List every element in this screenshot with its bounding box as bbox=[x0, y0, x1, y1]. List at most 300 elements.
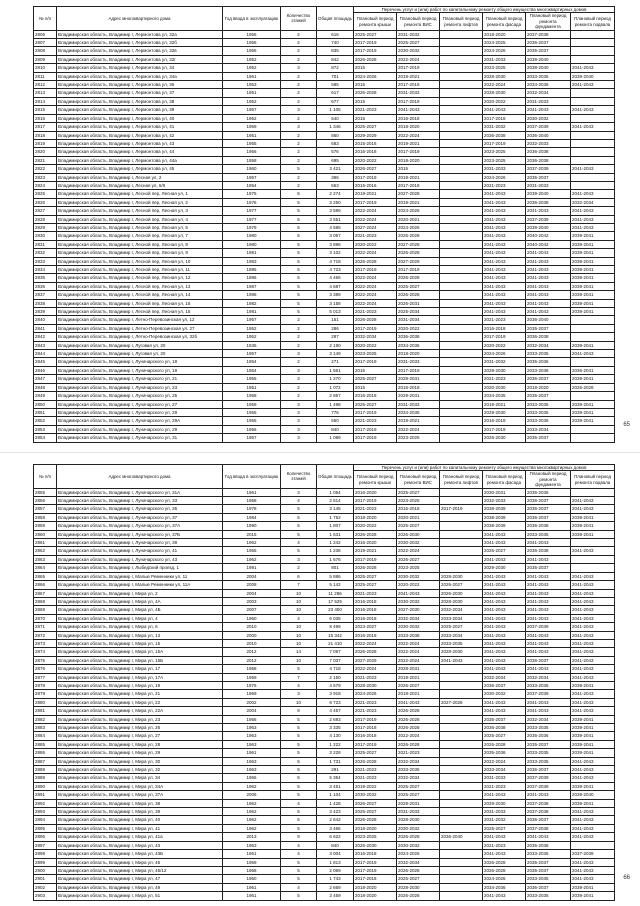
cell-address: Владимирская область, Владимир г, Луначарского ул, 35 bbox=[57, 505, 223, 513]
cell-lifts bbox=[440, 350, 483, 358]
cell-no: 2850 bbox=[34, 400, 57, 408]
cell-basement: 2037-2039 bbox=[571, 850, 615, 858]
cell-foundation: 2037-2039 bbox=[526, 165, 571, 173]
cell-lifts bbox=[440, 539, 483, 547]
cell-floors: 5 bbox=[281, 665, 317, 673]
table-row bbox=[34, 892, 615, 900]
cell-roof: 2020-2022 bbox=[354, 240, 397, 248]
cell-address: Владимирская область, Владимир г, Мира ул, 17А bbox=[57, 673, 223, 681]
table-row bbox=[34, 316, 615, 324]
cell-area: 4 718 bbox=[317, 257, 354, 265]
cell-facade: 2025-2027 bbox=[483, 547, 526, 555]
cell-lifts bbox=[440, 55, 483, 63]
cell-vis: 2027-2028 bbox=[397, 240, 440, 248]
cell-lifts bbox=[440, 530, 483, 538]
cell-floors: 5 bbox=[281, 257, 317, 265]
cell-foundation: 2039-2040 bbox=[526, 55, 571, 63]
cell-no: 2886 bbox=[34, 749, 57, 757]
cell-floors: 2 bbox=[281, 564, 317, 572]
cell-year: 1985 bbox=[223, 266, 281, 274]
table-row bbox=[34, 64, 615, 72]
cell-year: 1961 bbox=[223, 488, 281, 496]
cell-roof: 2020-2022 bbox=[354, 341, 397, 349]
table-row bbox=[34, 366, 615, 374]
cell-no: 2816 bbox=[34, 114, 57, 122]
cell-foundation: 2041-2043 bbox=[526, 791, 571, 799]
cell-no: 2849 bbox=[34, 392, 57, 400]
cell-foundation: 2041-2043 bbox=[526, 698, 571, 706]
col-header-area: Общая площадь bbox=[317, 7, 354, 31]
cell-year: 2008 bbox=[223, 581, 281, 589]
cell-floors: 5 bbox=[281, 774, 317, 782]
cell-vis: 2026-2027 bbox=[397, 555, 440, 563]
cell-roof: 2021-2023 bbox=[354, 417, 397, 425]
cell-area: 1 752 bbox=[317, 513, 354, 521]
cell-lifts bbox=[440, 799, 483, 807]
cell-area: 1 089 bbox=[317, 434, 354, 442]
cell-lifts bbox=[440, 282, 483, 290]
cell-lifts bbox=[440, 547, 483, 555]
cell-area: 840 bbox=[317, 841, 354, 849]
cell-year: 1956 bbox=[223, 148, 281, 156]
cell-year: 2003 bbox=[223, 597, 281, 605]
cell-basement bbox=[571, 139, 615, 147]
cell-no: 2811 bbox=[34, 72, 57, 80]
cell-facade: 2035-2037 bbox=[483, 715, 526, 723]
cell-foundation: 2037-2039 bbox=[526, 782, 571, 790]
cell-floors: 5 bbox=[281, 547, 317, 555]
cell-year: 1962 bbox=[223, 782, 281, 790]
cell-lifts bbox=[440, 724, 483, 732]
cell-address: Владимирская область, Владимир г, Лесной пер, Лесная ул, 4 bbox=[57, 215, 223, 223]
cell-foundation: 2037-2038 bbox=[526, 808, 571, 816]
cell-no: 2864 bbox=[34, 564, 57, 572]
cell-foundation: 2035-2036 bbox=[526, 732, 571, 740]
cell-lifts bbox=[440, 316, 483, 324]
cell-address: Владимирская область, Владимир г, Мира ул, 6 bbox=[57, 623, 223, 631]
cell-area: 2 642 bbox=[317, 816, 354, 824]
cell-vis: 2026-2028 bbox=[397, 724, 440, 732]
table-row bbox=[34, 564, 615, 572]
cell-foundation: 2041-2043 bbox=[526, 606, 571, 614]
cell-area: 4 457 bbox=[317, 707, 354, 715]
cell-foundation: 2036-2038 bbox=[526, 522, 571, 530]
cell-foundation: 2041-2043 bbox=[526, 648, 571, 656]
cell-vis: 2036-2038 bbox=[397, 333, 440, 341]
cell-foundation: 2036-2037 bbox=[526, 816, 571, 824]
cell-basement bbox=[571, 47, 615, 55]
cell-area: 4 579 bbox=[317, 681, 354, 689]
cell-vis: 2019-2021 bbox=[397, 673, 440, 681]
cell-address: Владимирская область, Владимир г, Мира ул, 2 bbox=[57, 589, 223, 597]
cell-no: 2807 bbox=[34, 39, 57, 47]
cell-no: 2888 bbox=[34, 766, 57, 774]
cell-vis: 2025-2027 bbox=[397, 39, 440, 47]
cell-year: 1955 bbox=[223, 408, 281, 416]
table-row bbox=[34, 833, 615, 841]
cell-roof: 2025-2027 bbox=[354, 581, 397, 589]
cell-address: Владимирская область, Владимир г, Мира ул, 22А bbox=[57, 707, 223, 715]
cell-floors: 3 bbox=[281, 690, 317, 698]
cell-floors: 2 bbox=[281, 333, 317, 341]
cell-floors: 2 bbox=[281, 139, 317, 147]
cell-lifts bbox=[440, 308, 483, 316]
cell-floors: 4 bbox=[281, 539, 317, 547]
cell-facade: 2041-2043 bbox=[483, 606, 526, 614]
table-row bbox=[34, 572, 615, 580]
table-row bbox=[34, 749, 615, 757]
cell-facade: 2041-2043 bbox=[483, 207, 526, 215]
cell-roof: 2028-2030 bbox=[354, 681, 397, 689]
cell-year: 1968 bbox=[223, 866, 281, 874]
cell-no: 2879 bbox=[34, 690, 57, 698]
cell-address: Владимирская область, Владимир г, Лермонтова ул, 32г bbox=[57, 55, 223, 63]
cell-roof: 2017-2018 bbox=[354, 724, 397, 732]
cell-vis: 2026-2028 bbox=[397, 291, 440, 299]
cell-floors: 4 bbox=[281, 681, 317, 689]
cell-area: 3 158 bbox=[317, 299, 354, 307]
cell-area: 5 013 bbox=[317, 308, 354, 316]
cell-address: Владимирская область, Владимир г, Мира ул, 4 bbox=[57, 614, 223, 622]
cell-no: 2812 bbox=[34, 81, 57, 89]
col-header-address: Адрес многоквартирного дома bbox=[57, 465, 223, 489]
cell-no: 2809 bbox=[34, 55, 57, 63]
cell-basement: 2041-2043 bbox=[571, 766, 615, 774]
col-header-area: Общая площадь bbox=[317, 465, 354, 489]
cell-address: Владимирская область, Владимир г, Лесной пер, Лесная ул, 1 bbox=[57, 190, 223, 198]
cell-vis: 2025-2027 bbox=[397, 522, 440, 530]
cell-vis: 2025-2027 bbox=[397, 282, 440, 290]
cell-roof: 2021-2023 bbox=[354, 766, 397, 774]
cell-address: Владимирская область, Владимир г, Лермонтова ул, 45 bbox=[57, 165, 223, 173]
cell-no: 2873 bbox=[34, 639, 57, 647]
cell-lifts bbox=[440, 299, 483, 307]
cell-year: 2007 bbox=[223, 606, 281, 614]
cell-year: 1960 bbox=[223, 165, 281, 173]
cell-no: 2865 bbox=[34, 572, 57, 580]
table-row bbox=[34, 665, 615, 673]
cell-roof: 2018-2020 bbox=[354, 513, 397, 521]
cell-facade: 2023-2025 bbox=[483, 148, 526, 156]
cell-facade: 2017-2019 bbox=[483, 333, 526, 341]
cell-no: 2857 bbox=[34, 505, 57, 513]
cell-basement bbox=[571, 555, 615, 563]
cell-no: 2838 bbox=[34, 299, 57, 307]
cell-basement: 2039-2041 bbox=[571, 282, 615, 290]
cell-foundation: 2041-2043 bbox=[526, 707, 571, 715]
cell-basement: 2041-2043 bbox=[571, 572, 615, 580]
register-page-1 bbox=[0, 0, 640, 452]
cell-facade: 2021-2023 bbox=[483, 375, 526, 383]
table-row bbox=[34, 139, 615, 147]
cell-address: Владимирская область, Владимир г, Мира ул, 39 bbox=[57, 808, 223, 816]
cell-no: 2871 bbox=[34, 623, 57, 631]
cell-area: 860 bbox=[317, 131, 354, 139]
cell-area: 2 669 bbox=[317, 883, 354, 891]
cell-area: 3 421 bbox=[317, 165, 354, 173]
cell-floors: 2 bbox=[281, 39, 317, 47]
table-row bbox=[34, 156, 615, 164]
cell-lifts bbox=[440, 106, 483, 114]
cell-lifts bbox=[440, 215, 483, 223]
cell-floors: 2 bbox=[281, 324, 317, 332]
cell-vis: 2016-2018 bbox=[397, 114, 440, 122]
cell-floors: 5 bbox=[281, 232, 317, 240]
cell-year: 1976 bbox=[223, 198, 281, 206]
cell-foundation: 2033-2035 bbox=[526, 749, 571, 757]
cell-facade: 2041-2043 bbox=[483, 539, 526, 547]
table-row bbox=[34, 417, 615, 425]
cell-year: 1952 bbox=[223, 97, 281, 105]
cell-roof: 2019-2021 bbox=[354, 547, 397, 555]
cell-area: 291 bbox=[317, 766, 354, 774]
cell-facade: 2041-2043 bbox=[483, 665, 526, 673]
cell-year: 1952 bbox=[223, 324, 281, 332]
cell-roof: 2015 bbox=[354, 64, 397, 72]
col-header-address: Адрес многоквартирного дома bbox=[57, 7, 223, 31]
cell-vis: 2018-2020 bbox=[397, 350, 440, 358]
cell-year: 1962 bbox=[223, 808, 281, 816]
cell-vis: 2026-2028 bbox=[397, 715, 440, 723]
cell-year: 1961 bbox=[223, 883, 281, 891]
cell-year: 1956 bbox=[223, 30, 281, 38]
cell-lifts bbox=[440, 757, 483, 765]
cell-address: Владимирская область, Владимир г, Лермонтова ул, 41 bbox=[57, 123, 223, 131]
cell-roof: 2018-2020 bbox=[354, 883, 397, 891]
cell-floors: 3 bbox=[281, 400, 317, 408]
table-row bbox=[34, 513, 615, 521]
cell-vis: 2018-2021 bbox=[397, 690, 440, 698]
cell-facade: 2038-2039 bbox=[483, 513, 526, 521]
cell-no: 2859 bbox=[34, 522, 57, 530]
cell-area: 7 097 bbox=[317, 648, 354, 656]
cell-floors: 2 bbox=[281, 97, 317, 105]
table-row bbox=[34, 341, 615, 349]
cell-roof: 2017-2019 bbox=[354, 425, 397, 433]
cell-basement: 2039-2041 bbox=[571, 341, 615, 349]
cell-facade: 2020-2022 bbox=[483, 341, 526, 349]
cell-foundation: 2041-2043 bbox=[526, 282, 571, 290]
cell-facade: 2041-2043 bbox=[483, 299, 526, 307]
table-row bbox=[34, 766, 615, 774]
cell-address: Владимирская область, Владимир г, Лесной пер, Лесная ул, 14 bbox=[57, 291, 223, 299]
cell-roof: 2021-2023 bbox=[354, 774, 397, 782]
cell-no: 2823 bbox=[34, 173, 57, 181]
cell-basement: 2039-2041 bbox=[571, 513, 615, 521]
cell-vis: 2022-2024 bbox=[397, 656, 440, 664]
cell-no: 2898 bbox=[34, 850, 57, 858]
cell-foundation: 2041-2043 bbox=[526, 106, 571, 114]
cell-no: 2832 bbox=[34, 249, 57, 257]
cell-floors: 3 bbox=[281, 555, 317, 563]
cell-area: 1 743 bbox=[317, 875, 354, 883]
cell-roof: 2025-2027 bbox=[354, 30, 397, 38]
cell-floors: 2 bbox=[281, 358, 317, 366]
cell-area: 701 bbox=[317, 72, 354, 80]
cell-foundation: 2041-2043 bbox=[526, 597, 571, 605]
cell-year: 1969 bbox=[223, 690, 281, 698]
cell-basement: 2041-2043 bbox=[571, 597, 615, 605]
cell-area: 151 bbox=[317, 316, 354, 324]
cell-address: Владимирская область, Владимир г, Лесной пер, Лесная ул, 3 bbox=[57, 207, 223, 215]
cell-basement: 2039-2041 bbox=[571, 240, 615, 248]
cell-lifts bbox=[440, 425, 483, 433]
cell-area: 4 466 bbox=[317, 274, 354, 282]
cell-roof: 2017-2019 bbox=[354, 358, 397, 366]
cell-lifts: 2028-2030 bbox=[440, 572, 483, 580]
cell-foundation: 2035-2037 bbox=[526, 173, 571, 181]
cell-floors: 2 bbox=[281, 89, 317, 97]
register-rows bbox=[34, 488, 615, 900]
cell-address: Владимирская область, Владимир г, Лермонтова ул, 32в bbox=[57, 47, 223, 55]
cell-no: 2893 bbox=[34, 808, 57, 816]
cell-floors: 3 bbox=[281, 366, 317, 374]
cell-facade: 2018-2020 bbox=[483, 30, 526, 38]
cell-no: 2821 bbox=[34, 156, 57, 164]
table-row bbox=[34, 648, 615, 656]
cell-no: 2845 bbox=[34, 358, 57, 366]
cell-roof: 2021-2023 bbox=[354, 232, 397, 240]
table-row bbox=[34, 223, 615, 231]
col-header-facade: Плановый период ремонта фасада bbox=[483, 471, 526, 488]
cell-basement: 2039-2041 bbox=[571, 530, 615, 538]
cell-no: 2892 bbox=[34, 799, 57, 807]
cell-lifts bbox=[440, 181, 483, 189]
table-row bbox=[34, 324, 615, 332]
cell-year: 1953 bbox=[223, 81, 281, 89]
table-row bbox=[34, 774, 615, 782]
cell-no: 2839 bbox=[34, 308, 57, 316]
cell-floors: 4 bbox=[281, 841, 317, 849]
cell-foundation: 2035-2037 bbox=[526, 866, 571, 874]
cell-area: 5 886 bbox=[317, 572, 354, 580]
cell-area: 2 857 bbox=[317, 392, 354, 400]
col-header-no: № п/п bbox=[34, 7, 57, 31]
cell-address: Владимирская область, Владимир г, Лермонтова ул, 32б bbox=[57, 39, 223, 47]
cell-basement bbox=[571, 324, 615, 332]
cell-year: 2006 bbox=[223, 791, 281, 799]
cell-address: Владимирская область, Владимир г, Мира ул, 38 bbox=[57, 799, 223, 807]
table-row bbox=[34, 488, 615, 496]
cell-roof: 2018-2020 bbox=[354, 892, 397, 900]
cell-no: 2889 bbox=[34, 774, 57, 782]
cell-no: 2827 bbox=[34, 207, 57, 215]
cell-floors: 5 bbox=[281, 522, 317, 530]
cell-area: 550 bbox=[317, 417, 354, 425]
cell-address: Владимирская область, Владимир г, Лесной пер, Лесная ул, 12 bbox=[57, 274, 223, 282]
cell-foundation: 2037-2038 bbox=[526, 824, 571, 832]
table-row bbox=[34, 581, 615, 589]
cell-floors: 5 bbox=[281, 308, 317, 316]
cell-basement bbox=[571, 841, 615, 849]
cell-facade: 2041-2043 bbox=[483, 274, 526, 282]
cell-facade: 2041-2043 bbox=[483, 190, 526, 198]
cell-year: 1957 bbox=[223, 173, 281, 181]
cell-roof: 2026-2028 bbox=[354, 816, 397, 824]
cell-facade: 2020-2030 bbox=[483, 383, 526, 391]
cell-foundation: 2041-2043 bbox=[526, 833, 571, 841]
table-row bbox=[34, 606, 615, 614]
cell-no: 2830 bbox=[34, 232, 57, 240]
table-row bbox=[34, 282, 615, 290]
cell-roof: 2016-2018 bbox=[354, 606, 397, 614]
cell-no: 2855 bbox=[34, 488, 57, 496]
cell-floors: 5 bbox=[281, 513, 317, 521]
cell-roof: 2026-2027 bbox=[354, 799, 397, 807]
cell-address: Владимирская область, Владимир г, Луначарского ул, 37 bbox=[57, 513, 223, 521]
cell-year: 1975 bbox=[223, 681, 281, 689]
cell-address: Владимирская область, Владимир г, Мира ул, 4А bbox=[57, 597, 223, 605]
cell-facade: 2026-2028 bbox=[483, 858, 526, 866]
cell-year: 1988 bbox=[223, 291, 281, 299]
cell-foundation: 2037-2039 bbox=[526, 215, 571, 223]
cell-foundation: 2036-2038 bbox=[526, 148, 571, 156]
cell-address: Владимирская область, Владимир г, Мира ул, 32 bbox=[57, 766, 223, 774]
cell-floors: 7 bbox=[281, 673, 317, 681]
cell-lifts bbox=[440, 707, 483, 715]
cell-year: 1956 bbox=[223, 715, 281, 723]
cell-no: 2863 bbox=[34, 555, 57, 563]
cell-foundation: 2041-2043 bbox=[526, 257, 571, 265]
cell-floors: 10 bbox=[281, 698, 317, 706]
table-row bbox=[34, 123, 615, 131]
table-row bbox=[34, 875, 615, 883]
cell-foundation: 2033-2035 bbox=[526, 72, 571, 80]
cell-year: 2002 bbox=[223, 698, 281, 706]
cell-facade: 2041-2043 bbox=[483, 597, 526, 605]
cell-basement bbox=[571, 539, 615, 547]
cell-vis: 2028-2030 bbox=[397, 883, 440, 891]
cell-no: 2836 bbox=[34, 282, 57, 290]
cell-basement: 2039-2041 bbox=[571, 681, 615, 689]
cell-basement: 2041-2043 bbox=[571, 589, 615, 597]
cell-vis: 2019-2021 bbox=[397, 417, 440, 425]
cell-address: Владимирская область, Владимир г, Мира ул, 45 bbox=[57, 858, 223, 866]
cell-lifts bbox=[440, 89, 483, 97]
cell-foundation: 2041-2043 bbox=[526, 555, 571, 563]
table-row bbox=[34, 39, 615, 47]
cell-area: 2 693 bbox=[317, 715, 354, 723]
cell-address: Владимирская область, Владимир г, Мира ул, 41 bbox=[57, 824, 223, 832]
cell-year: 1987 bbox=[223, 282, 281, 290]
cell-floors: 10 bbox=[281, 656, 317, 664]
cell-area: 287 bbox=[317, 333, 354, 341]
cell-vis: 2032-2034 bbox=[397, 774, 440, 782]
cell-area: 1 104 bbox=[317, 791, 354, 799]
cell-lifts bbox=[440, 383, 483, 391]
cell-area: 23 450 bbox=[317, 606, 354, 614]
cell-vis: 2033-2038 bbox=[397, 631, 440, 639]
cell-vis: 2029-2031 bbox=[397, 799, 440, 807]
cell-facade: 2020-2022 bbox=[483, 97, 526, 105]
cell-vis: 2032-2034 bbox=[397, 614, 440, 622]
cell-basement bbox=[571, 316, 615, 324]
cell-lifts: 2026-2030 bbox=[440, 589, 483, 597]
table-row bbox=[34, 740, 615, 748]
cell-year: 1958 bbox=[223, 497, 281, 505]
cell-vis: 2017-2019 bbox=[397, 266, 440, 274]
table-row bbox=[34, 824, 615, 832]
cell-vis: 2029-2031 bbox=[397, 375, 440, 383]
cell-floors: 9 bbox=[281, 707, 317, 715]
cell-facade: 2041-2043 bbox=[483, 249, 526, 257]
cell-address: Владимирская область, Владимир г, Луговая ул, 20 bbox=[57, 341, 223, 349]
cell-no: 2896 bbox=[34, 833, 57, 841]
cell-area: 3 149 bbox=[317, 350, 354, 358]
cell-no: 2885 bbox=[34, 740, 57, 748]
cell-no: 2861 bbox=[34, 539, 57, 547]
table-row bbox=[34, 690, 615, 698]
